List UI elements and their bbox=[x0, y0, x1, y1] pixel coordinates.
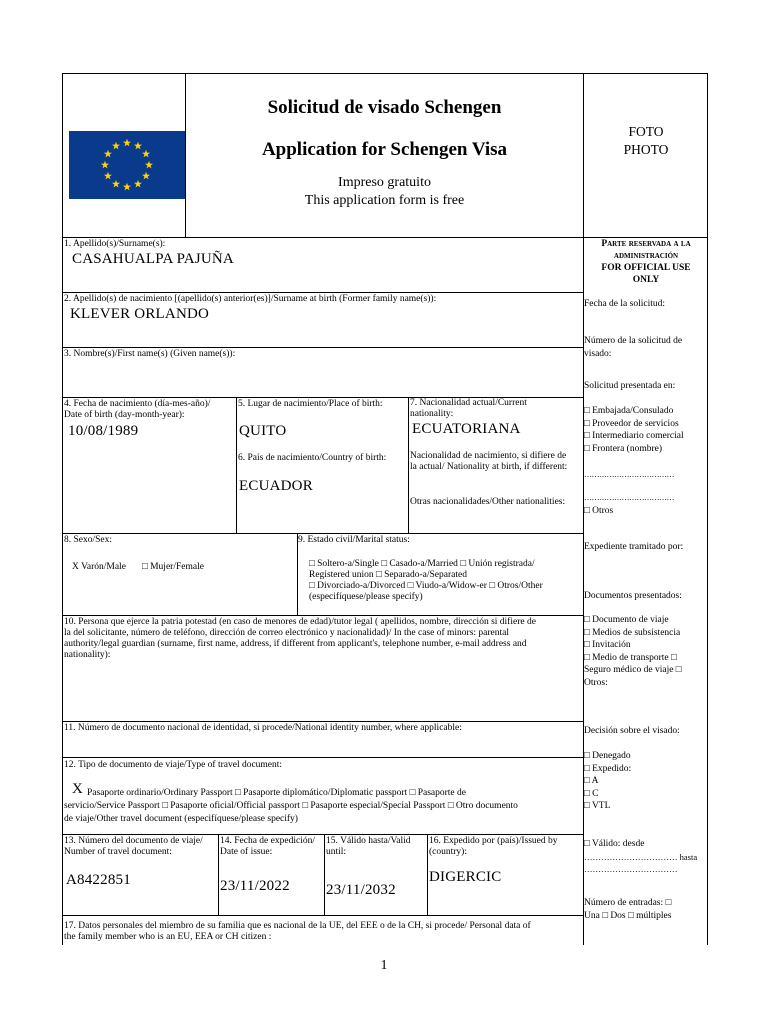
valido-line: …………………………… bbox=[584, 864, 678, 874]
date-issue-value[interactable]: 23/11/2022 bbox=[220, 878, 290, 894]
dob-label-line: Date of birth (day-month-year): bbox=[64, 410, 185, 420]
official-fecha: Fecha de la solicitud: bbox=[584, 299, 665, 309]
expedido-checkbox[interactable]: □ Expedido: bbox=[584, 763, 632, 774]
sex-label: 8. Sexo/Sex: bbox=[64, 535, 113, 545]
flag-star-icon bbox=[123, 139, 131, 147]
seguro-checkbox[interactable]: Seguro médico de viaje □ bbox=[584, 665, 682, 675]
surname-birth-value[interactable]: KLEVER ORLANDO bbox=[70, 306, 210, 322]
travel-doc-number-line: Number of travel document: bbox=[64, 847, 172, 857]
col-divider bbox=[236, 397, 237, 533]
nationality-value[interactable]: ECUATORIANA bbox=[412, 421, 521, 437]
official-header bbox=[584, 238, 708, 286]
row-divider bbox=[62, 347, 583, 348]
col-divider bbox=[408, 397, 409, 533]
family-member-line: 17. Datos personales del miembro de su familia que es nacional de la UE, del EEE o de la CH, si procede/ Personal data of bbox=[64, 921, 531, 931]
row-divider bbox=[62, 915, 583, 916]
travel-doc-number-label bbox=[64, 836, 203, 858]
official-entradas bbox=[584, 897, 706, 922]
nationality-label-line: 7. Nacionalidad actual/Current bbox=[410, 398, 527, 408]
marital-status-options bbox=[309, 559, 543, 603]
flag-star-icon bbox=[104, 150, 112, 158]
official-decision-options bbox=[584, 750, 704, 813]
title-en: Application for Schengen Visa bbox=[261, 139, 508, 160]
family-member-line: the family member who is an EU, EEA or CH citizen : bbox=[64, 932, 272, 942]
official-line: FOR OFFICIAL USE bbox=[601, 263, 691, 273]
nationality-birth-line: la actual/ Nationality at birth, if different: bbox=[410, 462, 568, 472]
denegado-checkbox[interactable]: □ Denegado bbox=[584, 751, 631, 761]
flag-star-icon bbox=[112, 142, 120, 150]
issued-by-value[interactable]: DIGERCIC bbox=[429, 869, 502, 885]
travel-doc-number-line: 13. Número del documento de viaje/ bbox=[64, 836, 203, 846]
nationality-label bbox=[410, 398, 527, 420]
valido-line: □ Válido: desde bbox=[584, 839, 645, 849]
photo-es: FOTO bbox=[628, 124, 664, 139]
travel-doc-line[interactable]: servicio/Service Passport □ Pasaporte oficial/Official passport □ Pasaporte especial/Special Passport □ Otro documento bbox=[64, 801, 518, 811]
country-birth-label: 6. País de nacimiento/Country of birth: bbox=[238, 453, 387, 463]
place-birth-label: 5. Lugar de nacimiento/Place of birth: bbox=[238, 399, 383, 409]
issued-by-line: (country): bbox=[429, 847, 467, 857]
guardian-label bbox=[64, 617, 582, 661]
marital-status-label: 9. Estado civil/Marital status: bbox=[298, 535, 410, 545]
first-name-field[interactable] bbox=[64, 362, 581, 395]
official-expediente: Expediente tramitado por: bbox=[584, 542, 684, 552]
medios-checkbox[interactable]: □ Medios de subsistencia bbox=[584, 627, 681, 638]
sex-female-option[interactable]: □ Mujer/Female bbox=[142, 562, 204, 572]
nationality-birth-line: Nacionalidad de nacimiento, si difiere de bbox=[410, 451, 567, 461]
marital-line: (especifíquese/please specify) bbox=[309, 592, 423, 602]
dob-value[interactable]: 10/08/1989 bbox=[68, 423, 139, 439]
otros2-label: Otros: bbox=[584, 677, 608, 688]
doc-viaje-checkbox[interactable]: □ Documento de viaje bbox=[584, 615, 669, 625]
valid-until-line: until: bbox=[326, 847, 347, 857]
marital-line[interactable]: □ Divorciado-a/Divorced □ Viudo-a/Widow-er □ Otros/Other bbox=[309, 581, 543, 591]
dob-label bbox=[64, 399, 210, 421]
guardian-line: nationality): bbox=[64, 650, 111, 660]
vtl-checkbox[interactable]: □ VTL bbox=[584, 801, 611, 811]
travel-doc-number-value[interactable]: A8422851 bbox=[66, 872, 131, 888]
date-issue-label bbox=[220, 836, 315, 858]
guardian-line: la del solicitante, número de teléfono, dirección de correo electrónico y nacionalidad)/ In the case of minors: parental bbox=[64, 628, 509, 638]
row-divider bbox=[62, 292, 583, 293]
frontera-checkbox[interactable]: □ Frontera (nombre) bbox=[584, 443, 663, 454]
surname-label: 1. Apellido(s)/Surname(s): bbox=[64, 239, 166, 249]
guardian-line: 10. Persona que ejerce la patria potestad (en caso de menores de edad)/tutor legal ( apellidos, nombre, dirección si difiere de bbox=[64, 617, 536, 627]
row-divider bbox=[62, 615, 583, 616]
national-id-label: 11. Número de documento nacional de identidad, si procede/National identity number, where applicable: bbox=[64, 723, 462, 733]
sex-male-option[interactable]: X Varón/Male bbox=[72, 562, 126, 572]
travel-doc-line[interactable]: Pasaporte ordinario/Ordinary Passport □ Pasaporte diplomático/Diplomatic passport □ Pasaporte de bbox=[87, 788, 466, 798]
dots-line: ……………………………… bbox=[584, 470, 674, 479]
official-decision: Decisión sobre el visado: bbox=[584, 726, 680, 736]
date-issue-line: Date of issue: bbox=[220, 847, 273, 857]
flag-star-icon bbox=[142, 150, 150, 158]
entradas-line: Número de entradas: □ bbox=[584, 898, 672, 908]
official-presented-options bbox=[584, 405, 706, 455]
surname-value[interactable]: CASAHUALPA PAJUÑA bbox=[72, 251, 234, 267]
family-member-label bbox=[64, 921, 531, 943]
valid-until-label bbox=[326, 836, 411, 858]
travel-doc-line: de viaje/Other travel document (especifíquese/please specify) bbox=[64, 814, 298, 824]
row-divider bbox=[62, 757, 583, 758]
official-numero: Número de la solicitud de visado: bbox=[584, 336, 683, 359]
invitacion-checkbox[interactable]: □ Invitación bbox=[584, 640, 631, 650]
dob-label-line: 4. Fecha de nacimiento (día-mes-año)/ bbox=[64, 399, 211, 409]
flag-star-icon bbox=[134, 180, 142, 188]
intermediario-checkbox[interactable]: □ Intermediario comercial bbox=[584, 431, 684, 441]
marital-line[interactable]: Registered union □ Separado-a/Separated bbox=[309, 570, 467, 580]
flag-star-icon bbox=[134, 142, 142, 150]
col-divider bbox=[324, 834, 325, 915]
date-issue-line: 14. Fecha de expedición/ bbox=[220, 836, 315, 846]
marital-line[interactable]: □ Soltero-a/Single □ Casado-a/Married □ Unión registrada/ bbox=[309, 559, 535, 569]
first-name-label: 3. Nombre(s)/First name(s) (Given name(s)): bbox=[64, 349, 236, 359]
eu-flag-icon bbox=[69, 131, 185, 199]
photo-en: PHOTO bbox=[623, 142, 669, 157]
issued-by-line: 16. Expedido por (país)/Issued by bbox=[429, 836, 558, 846]
official-line: ONLY bbox=[632, 275, 660, 285]
embajada-checkbox[interactable]: □ Embajada/Consulado bbox=[584, 406, 674, 416]
page-number: 1 bbox=[380, 958, 388, 973]
row-divider bbox=[62, 834, 583, 835]
title-es: Solicitud de visado Schengen bbox=[267, 97, 502, 118]
c-checkbox[interactable]: □ C bbox=[584, 788, 599, 799]
nationality-label-line: nationality: bbox=[410, 409, 454, 419]
valido-line: …………………………… hasta bbox=[584, 851, 698, 862]
official-line: administración bbox=[613, 251, 679, 261]
otros-checkbox[interactable]: □ Otros bbox=[584, 506, 614, 516]
issued-by-label bbox=[429, 836, 558, 858]
valid-until-value[interactable]: 23/11/2032 bbox=[326, 882, 396, 898]
entradas-line: Una □ Dos □ múltiples bbox=[584, 910, 672, 921]
official-valido bbox=[584, 838, 706, 876]
nationality-birth-label bbox=[410, 451, 567, 473]
flag-star-icon bbox=[101, 161, 109, 169]
transporte-checkbox[interactable]: □ Medio de transporte □ bbox=[584, 652, 677, 663]
guardian-line: authority/legal guardian (surname, first name, address, if different from applicant's, telephone number, e-mail address and bbox=[64, 639, 527, 649]
row-divider bbox=[62, 721, 583, 722]
country-birth-value[interactable]: ECUADOR bbox=[239, 478, 313, 494]
official-documents-options bbox=[584, 614, 706, 689]
flag-star-icon bbox=[145, 161, 153, 169]
official-presentada: Solicitud presentada en: bbox=[584, 381, 676, 391]
a-checkbox[interactable]: □ A bbox=[584, 776, 599, 786]
ordinary-passport-mark[interactable]: X bbox=[72, 781, 83, 797]
other-nationalities-label: Otras nacionalidades/Other nationalities: bbox=[410, 497, 566, 507]
row-divider bbox=[62, 533, 583, 534]
col-divider bbox=[218, 834, 219, 915]
official-line: Parte reservada a la bbox=[601, 239, 691, 249]
official-documentos: Documentos presentados: bbox=[584, 591, 682, 601]
col-divider bbox=[427, 834, 428, 915]
flag-star-icon bbox=[142, 172, 150, 180]
flag-star-icon bbox=[123, 183, 131, 191]
valid-until-line: 15. Válido hasta/Valid bbox=[326, 836, 411, 846]
proveedor-checkbox[interactable]: □ Proveedor de servicios bbox=[584, 418, 679, 429]
free-es: Impreso gratuito bbox=[338, 175, 431, 190]
surname-birth-label: 2. Apellido(s) de nacimiento [(apellido(s) anterior(es)]/Surname at birth (Former family name(s)): bbox=[64, 294, 437, 304]
travel-doc-type-label: 12. Tipo de documento de viaje/Type of travel document: bbox=[64, 760, 283, 770]
flag-star-icon bbox=[104, 172, 112, 180]
place-birth-value[interactable]: QUITO bbox=[239, 423, 287, 439]
flag-star-icon bbox=[112, 180, 120, 188]
dots-line: ……………………………… bbox=[584, 493, 674, 502]
free-en: This application form is free bbox=[304, 193, 465, 208]
